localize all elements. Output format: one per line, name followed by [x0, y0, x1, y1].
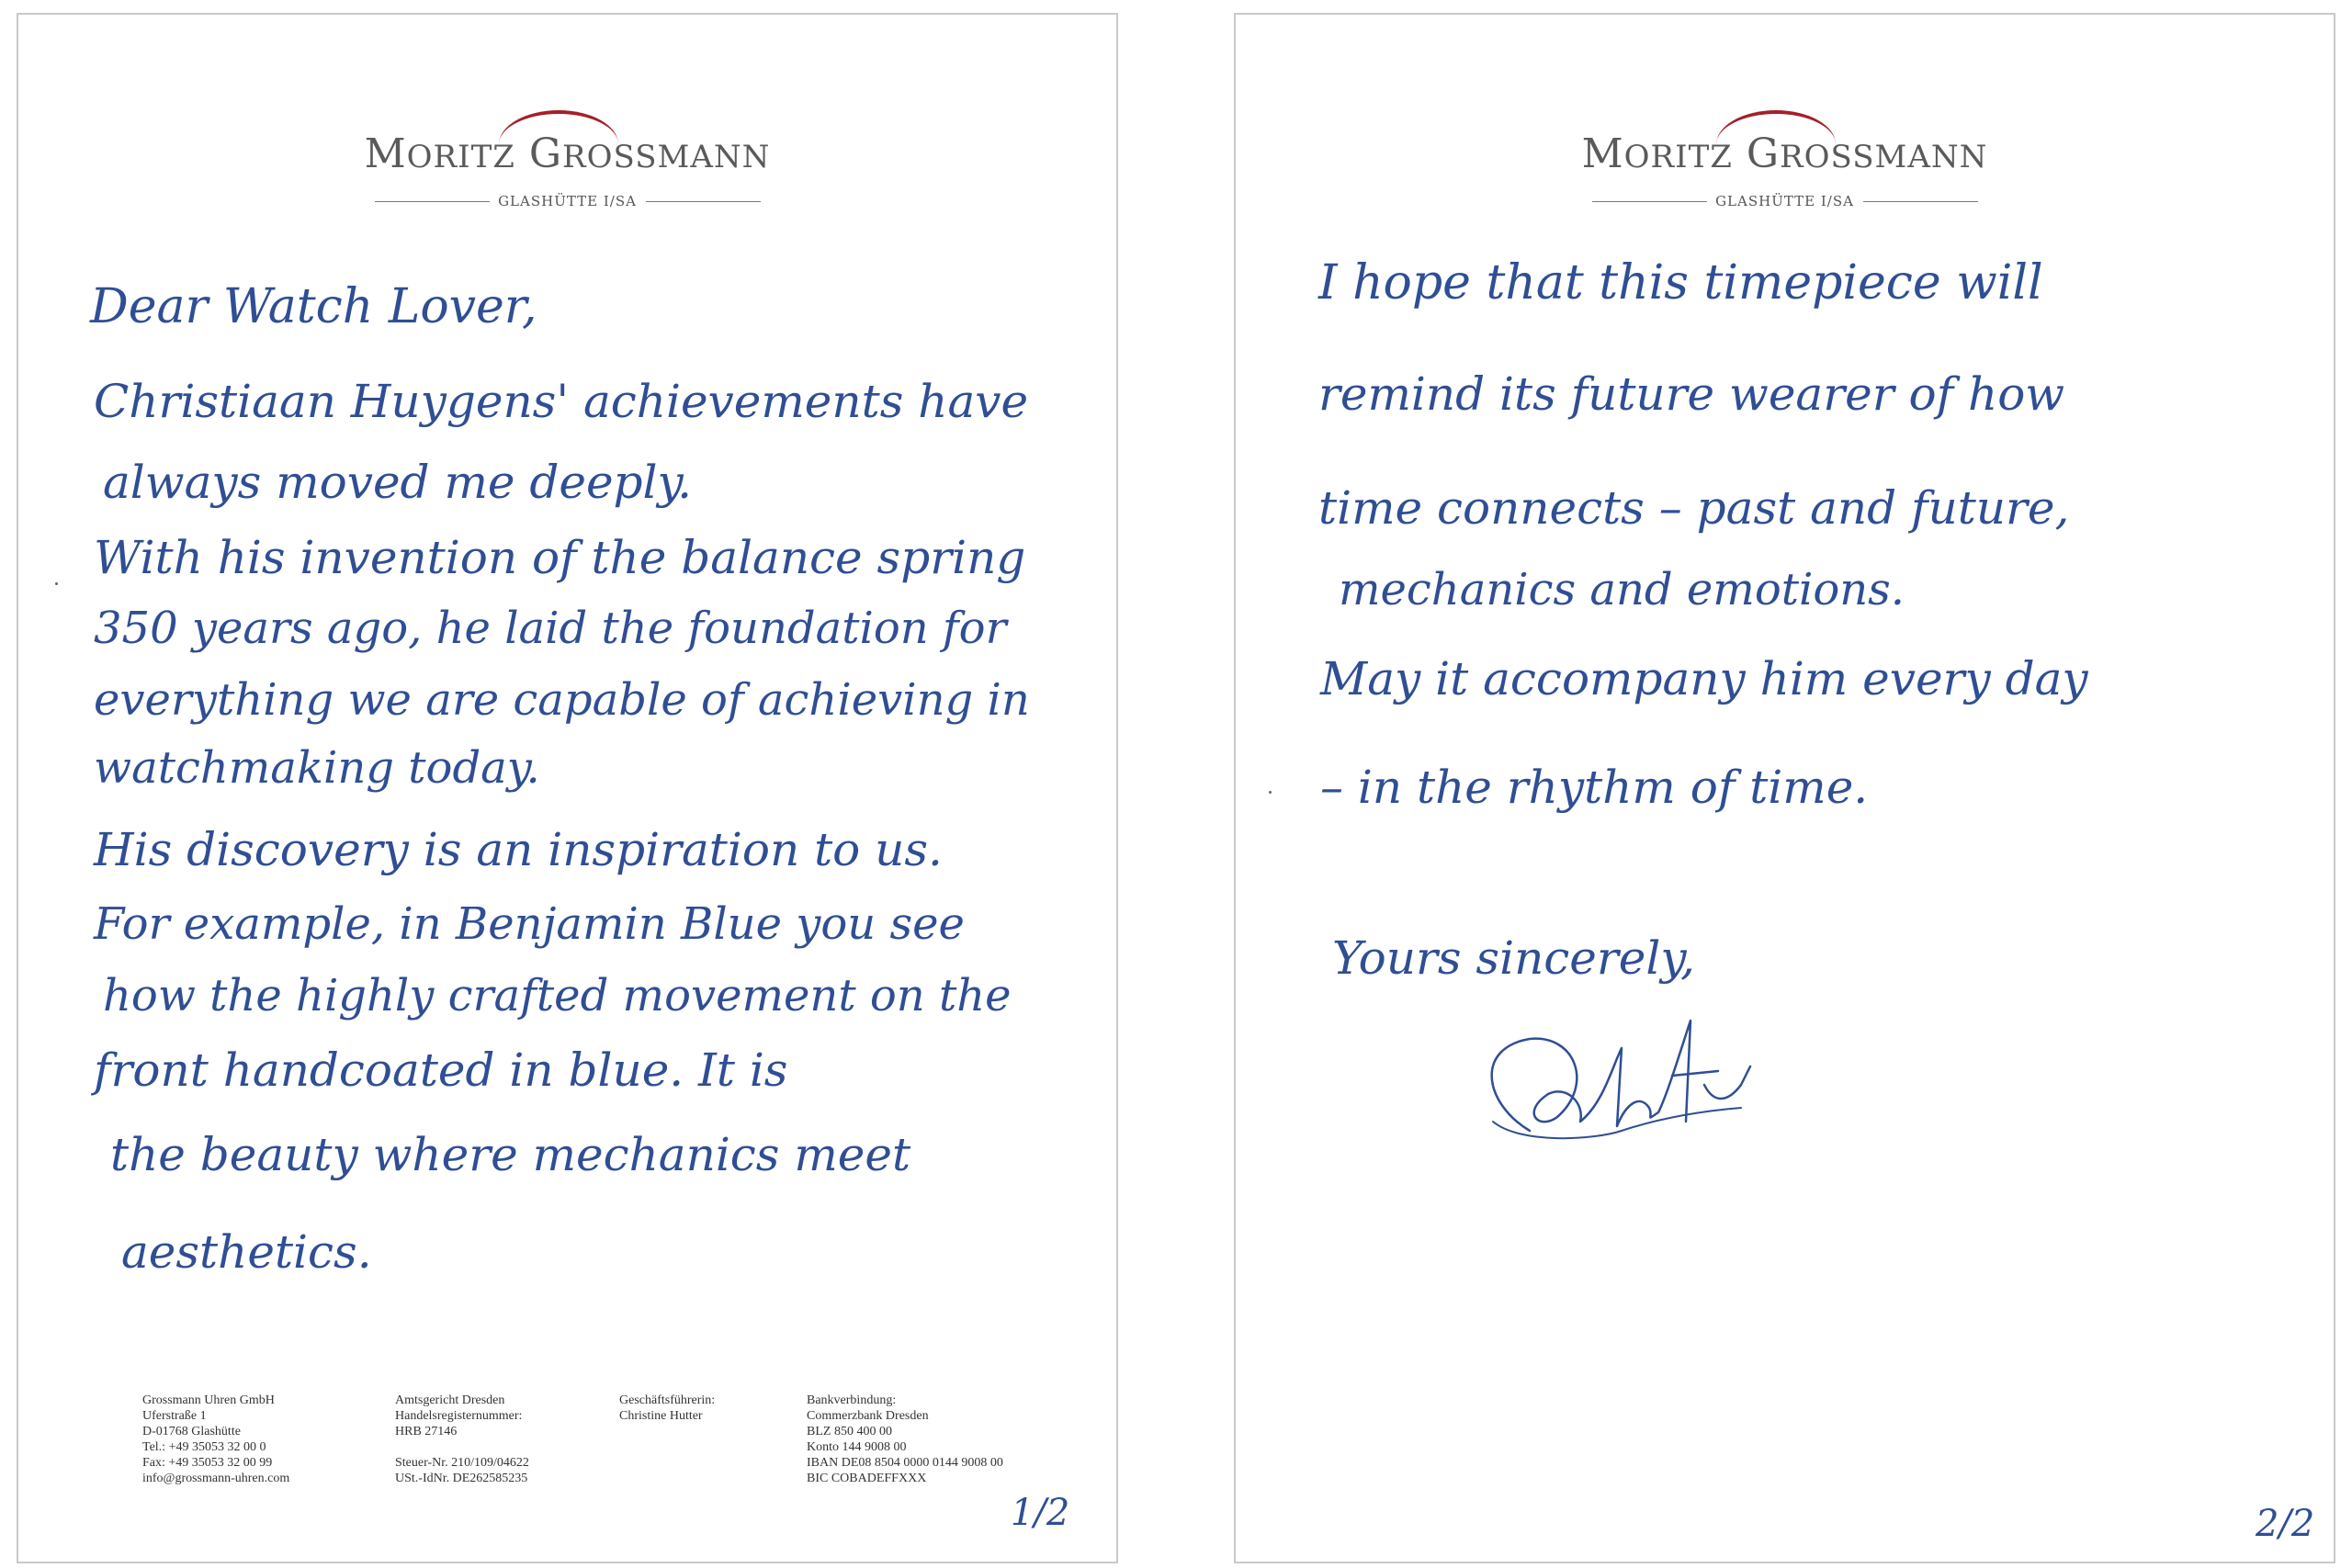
footer-company: [142, 1393, 289, 1486]
footer-register: [395, 1393, 529, 1486]
handwritten-line: For example, in Benjamin Blue you see: [94, 898, 965, 950]
handwritten-line: May it accompany him every day: [1320, 652, 2088, 705]
footer-line: BIC COBADEFFXXX: [807, 1472, 927, 1485]
brand-initial-g: G: [528, 130, 563, 177]
footer-line: IBAN DE08 8504 0000 0144 9008 00: [807, 1456, 1003, 1470]
footer-line: Konto 144 9008 00: [807, 1440, 907, 1454]
footer-line: D-01768 Glashütte: [142, 1425, 241, 1438]
footer-line: Grossmann Uhren GmbH: [142, 1393, 275, 1407]
brand-initial-g: G: [1746, 130, 1781, 177]
page-number: 2/2: [2256, 1503, 2315, 1545]
brand-last-rest: ROSSMANN: [1780, 139, 1988, 175]
handwritten-line: everything we are capable of achieving in: [94, 674, 1030, 726]
handwritten-line: – in the rhythm of time.: [1320, 761, 1869, 814]
brand-first-rest: ORITZ: [1623, 139, 1733, 175]
footer-line: Tel.: +49 35053 32 00 0: [142, 1440, 266, 1454]
handwritten-line: Yours sincerely,: [1332, 931, 1695, 985]
footer-line: Geschäftsführerin:: [619, 1393, 716, 1407]
brand-subtitle: GLASHÜTTE I/SA: [1715, 193, 1854, 209]
handwritten-line: His discovery is an inspiration to us.: [94, 823, 943, 876]
footer-line: Christine Hutter: [619, 1409, 703, 1423]
handwritten-line: remind its future wearer of how: [1318, 367, 2065, 421]
letterhead: [1236, 99, 2334, 209]
signature: [1465, 993, 1769, 1195]
brand-last-rest: ROSSMANN: [562, 139, 771, 175]
brand-first-rest: ORITZ: [406, 139, 515, 175]
footer-line: Bankverbindung:: [807, 1393, 897, 1407]
brand-initial-m: M: [1581, 130, 1624, 177]
footer-management: [619, 1393, 715, 1424]
letterhead: [18, 99, 1116, 209]
footer-bank: [807, 1393, 1003, 1486]
handwritten-line: With his invention of the balance spring: [94, 531, 1026, 584]
handwritten-line: the beauty where mechanics meet: [110, 1128, 911, 1181]
letter-page-1: [17, 13, 1118, 1563]
page-number: 1/2: [1011, 1492, 1070, 1534]
handwritten-line: aesthetics.: [121, 1225, 372, 1279]
footer-line: Steuer-Nr. 210/109/04622: [395, 1456, 529, 1470]
handwritten-line: Dear Watch Lover,: [90, 279, 537, 334]
brand-initial-m: M: [364, 130, 407, 177]
handwritten-line: mechanics and emotions.: [1339, 564, 1905, 615]
handwritten-line: I hope that this timepiece will: [1318, 255, 2043, 310]
letter-page-2: [1234, 13, 2335, 1563]
paper-mark: [55, 582, 58, 585]
brand-name: [18, 130, 1116, 177]
footer-line: Uferstraße 1: [142, 1409, 207, 1423]
footer-email: info@grossmann-uhren.com: [142, 1472, 290, 1485]
brand-subtitle-row: [1592, 193, 1978, 211]
brand-subtitle-row: [375, 193, 761, 211]
brand-name: [1236, 130, 2334, 177]
footer-line: USt.-IdNr. DE262585235: [395, 1472, 528, 1485]
handwritten-line: 350 years ago, he laid the foundation for: [94, 603, 1007, 654]
handwritten-line: always moved me deeply.: [103, 456, 693, 509]
subtitle-rule-right: [1863, 201, 1978, 202]
paper-mark: [1269, 791, 1272, 794]
footer-line: HRB 27146: [395, 1425, 458, 1438]
footer-line: Commerzbank Dresden: [807, 1409, 929, 1423]
footer-line: Fax: +49 35053 32 00 99: [142, 1456, 273, 1470]
footer-line: BLZ 850 400 00: [807, 1425, 892, 1438]
handwritten-line: Christiaan Huygens' achievements have: [94, 375, 1029, 428]
handwritten-line: watchmaking today.: [94, 742, 540, 794]
handwritten-line: time connects – past and future,: [1318, 481, 2070, 535]
brand-subtitle: GLASHÜTTE I/SA: [498, 193, 637, 209]
handwritten-line: front handcoated in blue. It is: [94, 1043, 788, 1097]
handwritten-line: how the highly crafted movement on the: [103, 970, 1012, 1021]
footer-line: Handelsregisternummer:: [395, 1409, 523, 1423]
footer-line: Amtsgericht Dresden: [395, 1393, 505, 1407]
subtitle-rule-right: [646, 201, 761, 202]
